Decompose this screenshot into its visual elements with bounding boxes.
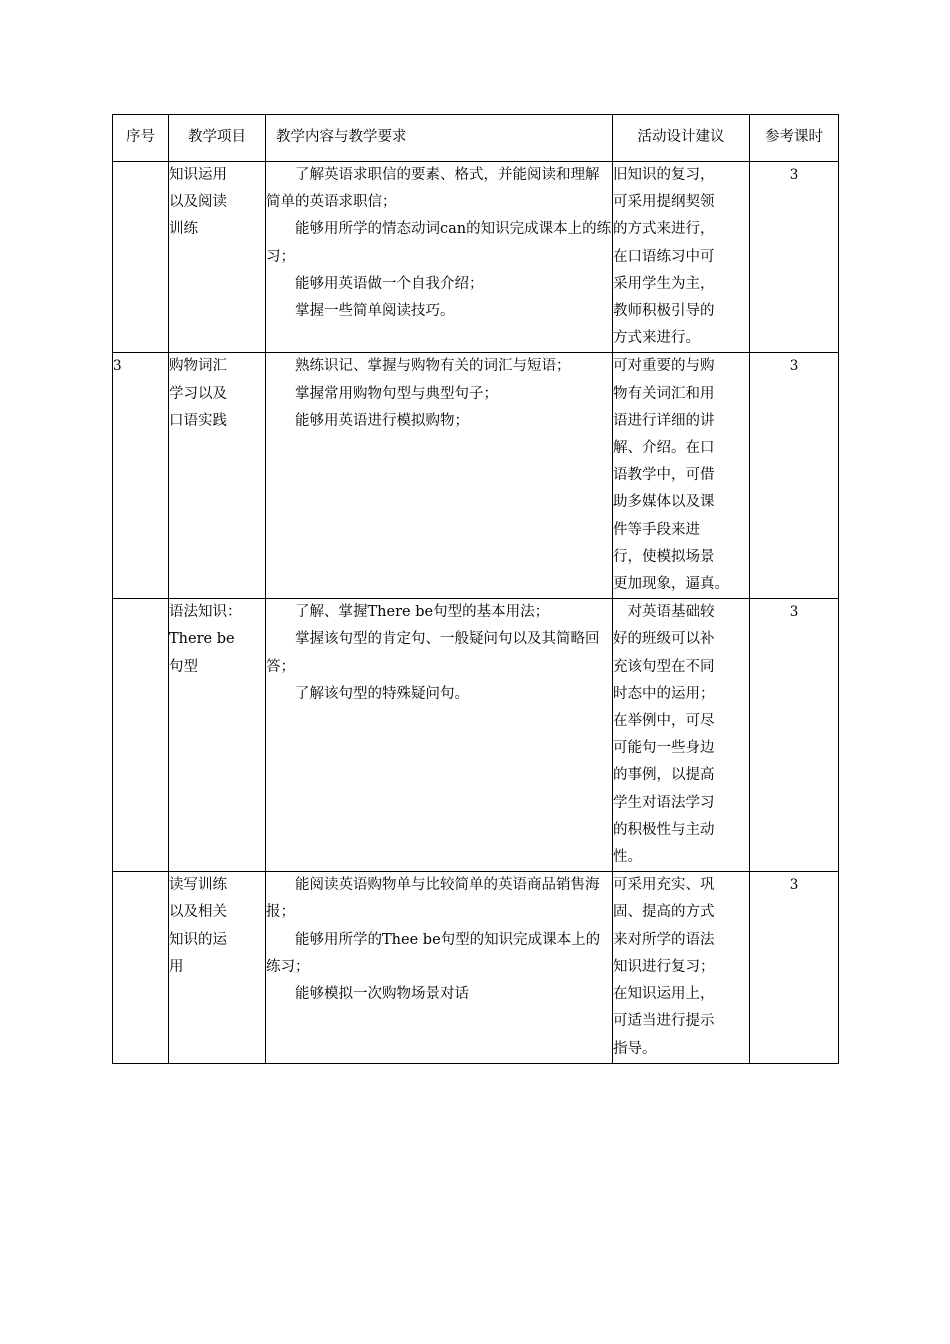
item-line: 知识运用 [169,167,227,183]
activity-line: 的积极性与主动 [613,821,715,838]
item-line: There be [169,631,235,648]
activity-line: 件等手段来进 [613,521,700,538]
activity-line: 方式来进行。 [613,330,700,347]
row-item [169,872,266,1063]
header-item: 教学项目 [169,115,266,162]
activity-line: 助多媒体以及课 [613,494,715,511]
activity-line: 时态中的运用； [613,685,715,702]
activity-line: 教师积极引导的 [613,303,715,320]
row-content [266,599,613,872]
row-item [169,353,266,599]
header-seq: 序号 [113,115,169,162]
row-seq [113,872,169,1063]
row-activity [613,353,750,599]
row-content [266,162,613,353]
row-hours: 3 [750,872,839,1063]
content-paragraph: 能够用英语进行模拟购物； [295,412,469,429]
item-line: 以及相关 [169,904,227,921]
content-paragraph: 能够用所学的情态动词can的知识完成课本上的练习； [266,221,612,265]
syllabus-table [112,114,839,1064]
activity-line: 的事例，以提高 [613,767,715,784]
activity-line: 行，使模拟场景 [613,548,715,565]
row-seq [113,162,169,353]
content-paragraph: 能够用所学的Thee be句型的知识完成课本上的练习； [266,931,601,975]
item-line: 购物词汇 [169,358,227,375]
table-header-row [113,115,839,162]
item-line: 口语实践 [169,412,227,429]
row-content [266,353,613,599]
table-row [113,353,839,599]
table-row [113,599,839,872]
activity-line: 固、提高的方式 [613,904,715,921]
header-activity: 活动设计建议 [613,115,750,162]
activity-line: 的方式来进行， [613,221,715,238]
activity-line: 旧知识的复习， [613,167,715,183]
activity-line: 可能句一些身边 [613,740,715,757]
content-paragraph: 能够用英语做一个自我介绍； [295,275,484,292]
activity-line: 可对重要的与购 [613,358,715,375]
content-paragraph: 掌握常用购物句型与典型句子； [295,385,498,402]
item-line: 读写训练 [169,877,227,894]
row-activity [613,872,750,1063]
activity-line: 可采用提纲契领 [613,194,715,211]
activity-line: 更加现象，逼真。 [613,576,729,593]
item-line: 用 [169,958,184,975]
row-item [169,162,266,353]
content-paragraph: 能够模拟一次购物场景对话 [295,986,469,1003]
row-content [266,872,613,1063]
item-line: 以及阅读 [169,194,227,211]
header-content: 教学内容与教学要求 [266,115,613,162]
activity-line: 知识进行复习； [613,958,715,975]
row-seq [113,599,169,872]
item-line: 语法知识： [169,604,242,621]
activity-line: 在知识运用上， [613,986,715,1003]
table-row [113,872,839,1063]
content-paragraph: 了解英语求职信的要素、格式，并能阅读和理解简单的英语求职信； [266,167,600,211]
activity-line: 语进行详细的讲 [613,412,715,429]
content-paragraph: 掌握一些简单阅读技巧。 [295,303,455,320]
activity-line: 好的班级可以补 [613,631,715,648]
row-item [169,599,266,872]
content-paragraph: 掌握该句型的肯定句、一般疑问句以及其简略回答； [266,631,600,675]
activity-line: 可采用充实、巩 [613,877,715,894]
activity-line: 物有关词汇和用 [613,385,715,402]
item-line: 学习以及 [169,385,227,402]
item-line: 知识的运 [169,931,227,948]
row-seq: 3 [113,353,169,599]
activity-line: 指导。 [613,1040,657,1057]
activity-line: 对英语基础较 [627,604,715,621]
activity-line: 解、介绍。在口 [613,440,715,457]
activity-line: 语教学中，可借 [613,467,715,484]
item-line: 句型 [169,658,198,675]
activity-line: 性。 [613,849,642,866]
row-activity [613,162,750,353]
activity-line: 充该句型在不同 [613,658,715,675]
activity-line: 在口语练习中可 [613,248,715,265]
row-activity [613,599,750,872]
content-paragraph: 熟练识记、掌握与购物有关的词汇与短语； [295,358,571,375]
activity-line: 来对所学的语法 [613,931,715,948]
activity-line: 可适当进行提示 [613,1013,715,1030]
item-line: 训练 [169,221,198,238]
row-hours: 3 [750,353,839,599]
row-hours: 3 [750,162,839,353]
content-paragraph: 了解、掌握There be句型的基本用法； [295,604,550,621]
row-hours: 3 [750,599,839,872]
activity-line: 采用学生为主， [613,275,715,292]
activity-line: 在举例中，可尽 [613,713,715,730]
activity-line: 学生对语法学习 [613,794,715,811]
content-paragraph: 了解该句型的特殊疑问句。 [295,685,469,702]
header-hours: 参考课时 [750,115,839,162]
table-row [113,162,839,353]
content-paragraph: 能阅读英语购物单与比较简单的英语商品销售海报； [266,877,600,921]
